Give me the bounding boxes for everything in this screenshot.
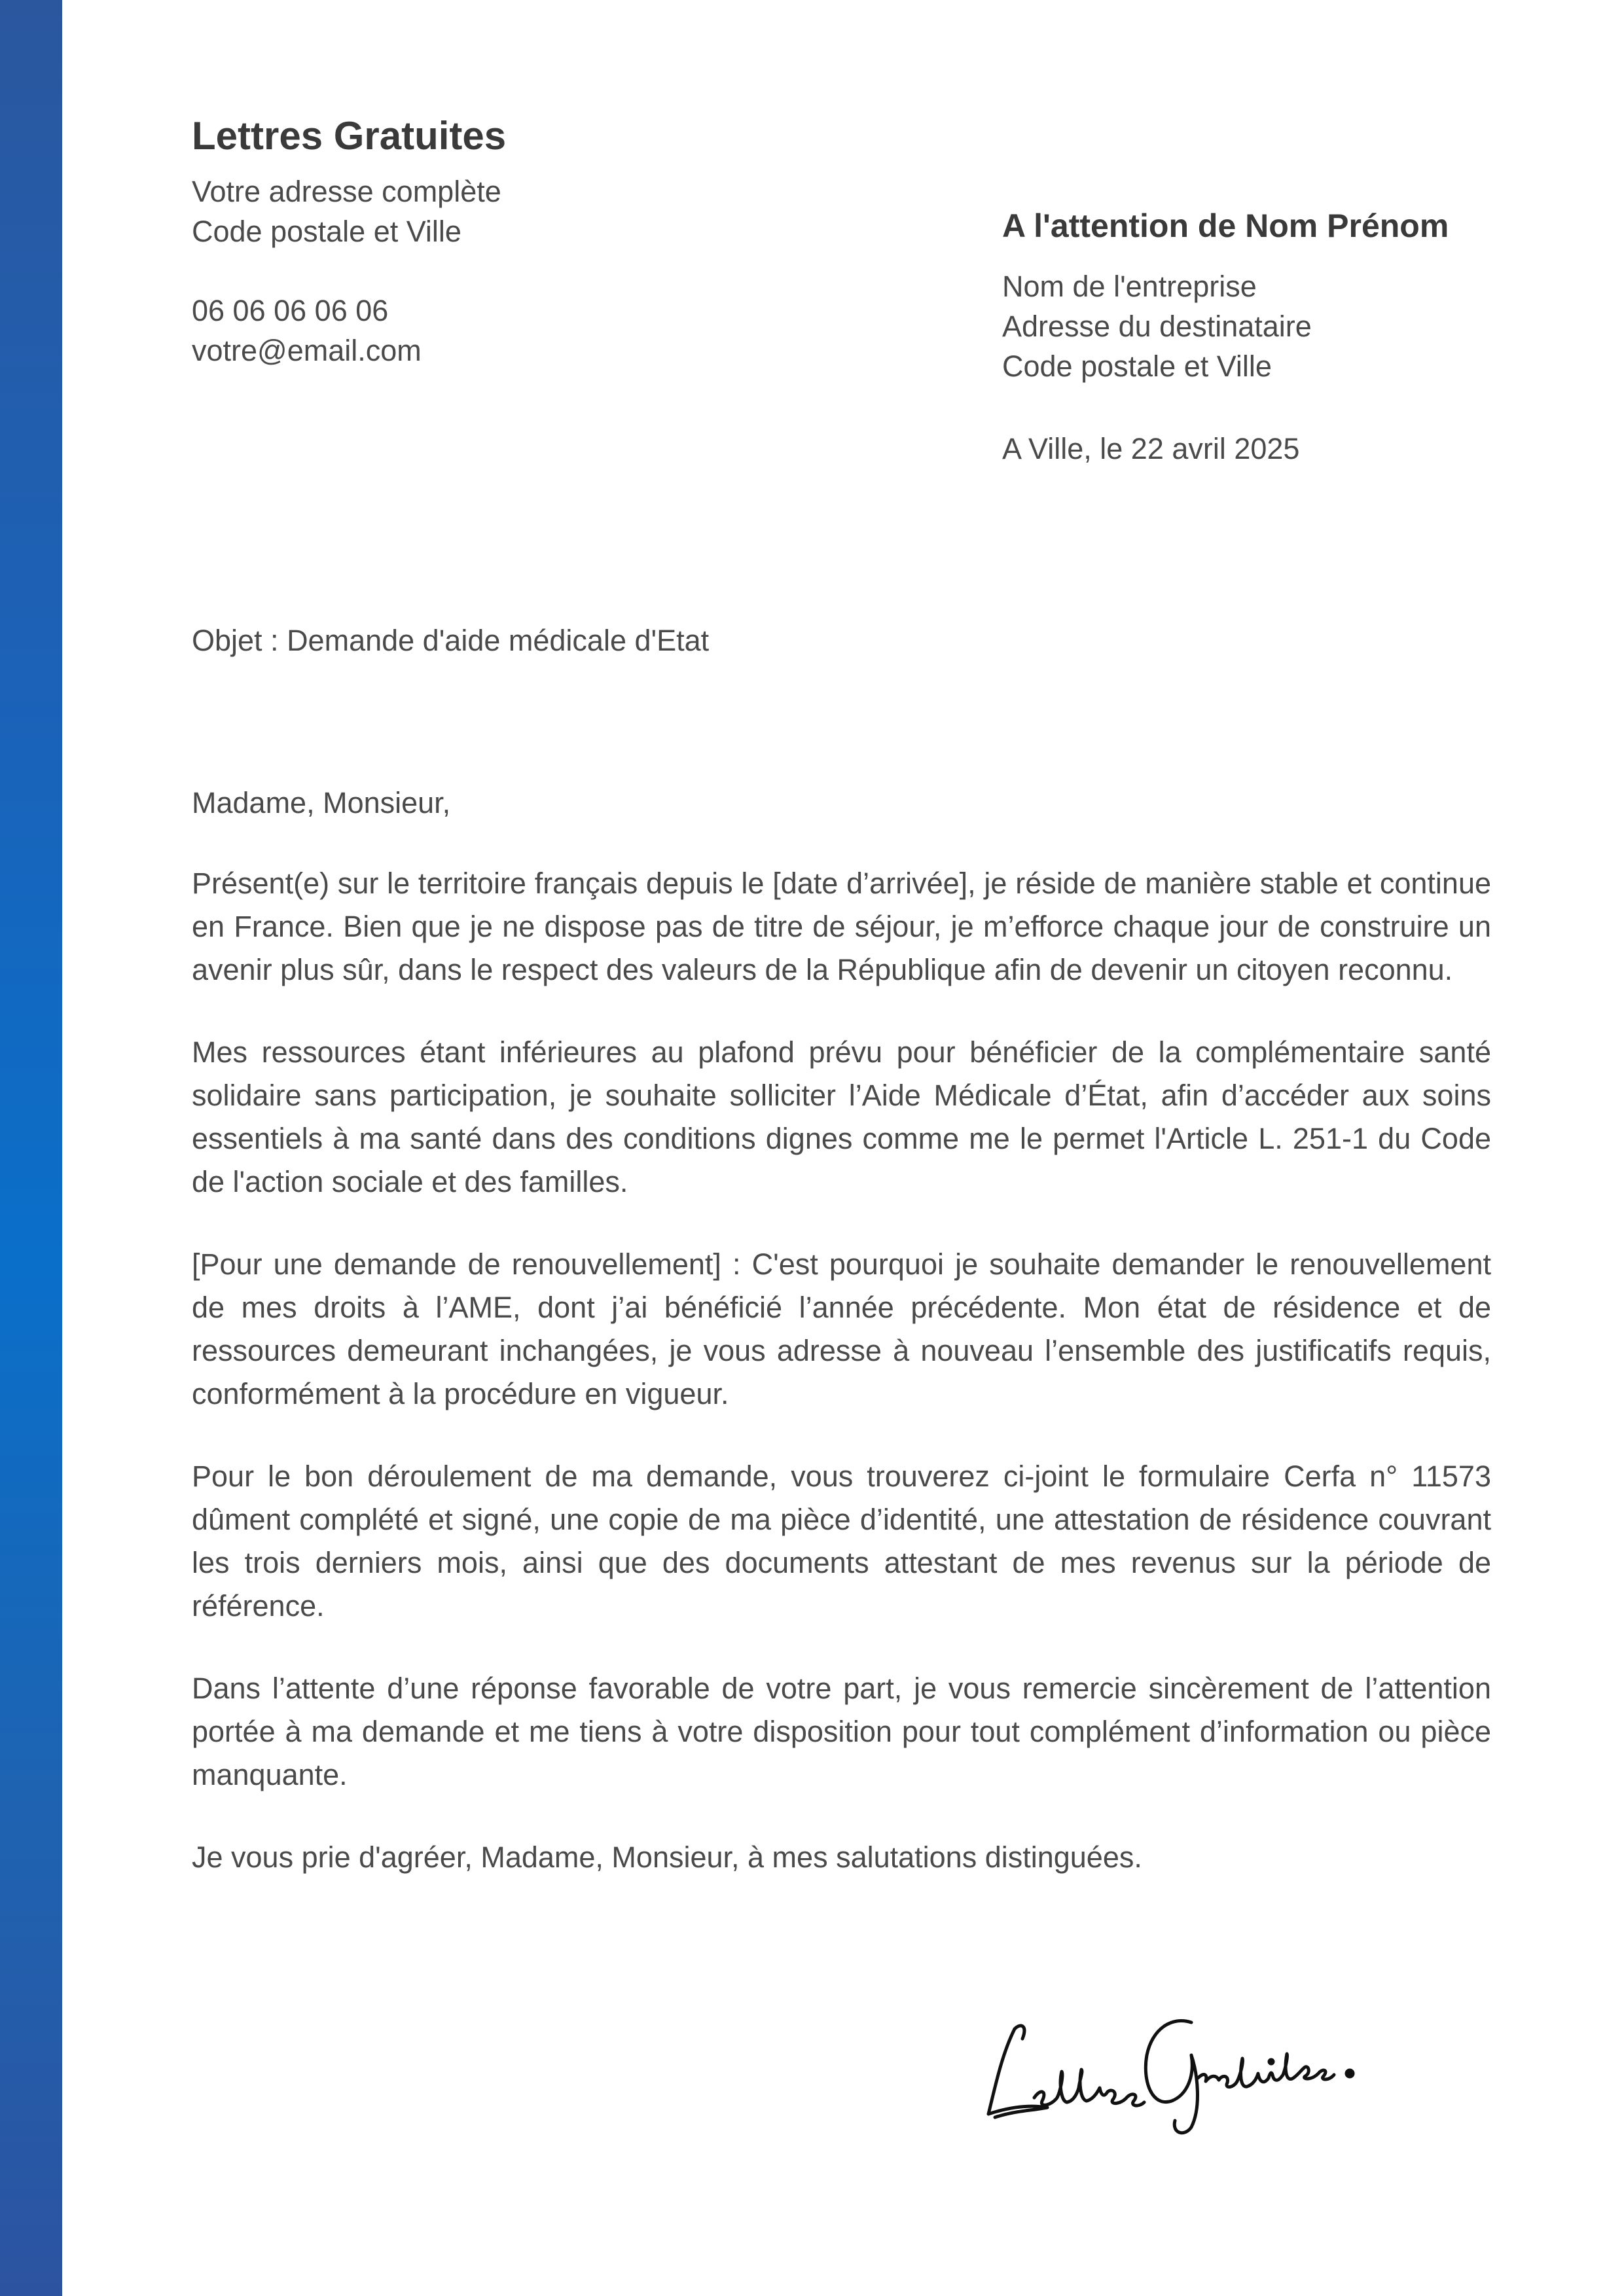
recipient-city: Code postale et Ville: [1002, 350, 1272, 383]
body-paragraph: Présent(e) sur le territoire français depuis le [date d’arrivée], je réside de manière stable et continue en France. Bien que je ne dispose pas de titre de séjour, je m’efforce chaque jour de construire un avenir plus sûr, dans le respect des valeurs de la République afin de devenir un citoyen reconnu.: [192, 867, 1491, 986]
letter-salutation: Madame, Monsieur,: [192, 786, 451, 819]
recipient-attention: A l'attention de Nom Prénom: [1002, 207, 1449, 244]
recipient-address-block: [1002, 266, 1591, 386]
closing-formula: Je vous prie d'agréer, Madame, Monsieur, à mes salutations distinguées.: [192, 1840, 1142, 1874]
body-paragraph: Dans l’attente d’une réponse favorable de votre part, je vous remercie sincèrement de l’attention portée à ma demande et me tiens à votre disposition pour tout complément d’information ou pièce manquante.: [192, 1672, 1491, 1791]
handwritten-signature: [975, 1977, 1368, 2140]
sender-email: votre@email.com: [192, 334, 422, 367]
sender-address-line2: Code postale et Ville: [192, 215, 461, 248]
sender-contact-block: [192, 171, 781, 370]
body-paragraph: Mes ressources étant inférieures au plafond prévu pour bénéficier de la complémentaire santé solidaire sans participation, je souhaite solliciter l’Aide Médicale d’État, afin d’accéder aux soins essentiels à ma santé dans des conditions dignes comme me le permet l'Article L. 251-1 du Code de l'action sociale et des familles.: [192, 1035, 1491, 1198]
sender-phone: 06 06 06 06 06: [192, 294, 389, 327]
body-paragraph: Pour le bon déroulement de ma demande, vous trouverez ci-joint le formulaire Cerfa n° 11573 dûment complété et signé, une copie de ma pièce d’identité, une attestation de résidence couvrant les trois derniers mois, ainsi que des documents attestant de mes revenus sur la période de référence.: [192, 1460, 1491, 1623]
letter-object: Objet : Demande d'aide médicale d'Etat: [192, 624, 710, 657]
letter-date: A Ville, le 22 avril 2025: [1002, 432, 1300, 465]
sender-name: Lettres Gratuites: [192, 114, 507, 158]
sender-address-line1: Votre adresse complète: [192, 175, 501, 208]
recipient-address: Adresse du destinataire: [1002, 310, 1312, 343]
body-paragraph: [Pour une demande de renouvellement] : C'est pourquoi je souhaite demander le renouvellement de mes droits à l’AME, dont j’ai bénéficié l’année précédente. Mon état de résidence et de ressources demeurant inchangées, je vous adresse à nouveau l’ensemble des justificatifs requis, conformément à la procédure en vigueur.: [192, 1247, 1491, 1410]
blue-sidebar-band: [0, 0, 62, 2296]
recipient-company: Nom de l'entreprise: [1002, 270, 1257, 303]
letter-body: [192, 862, 1491, 1918]
